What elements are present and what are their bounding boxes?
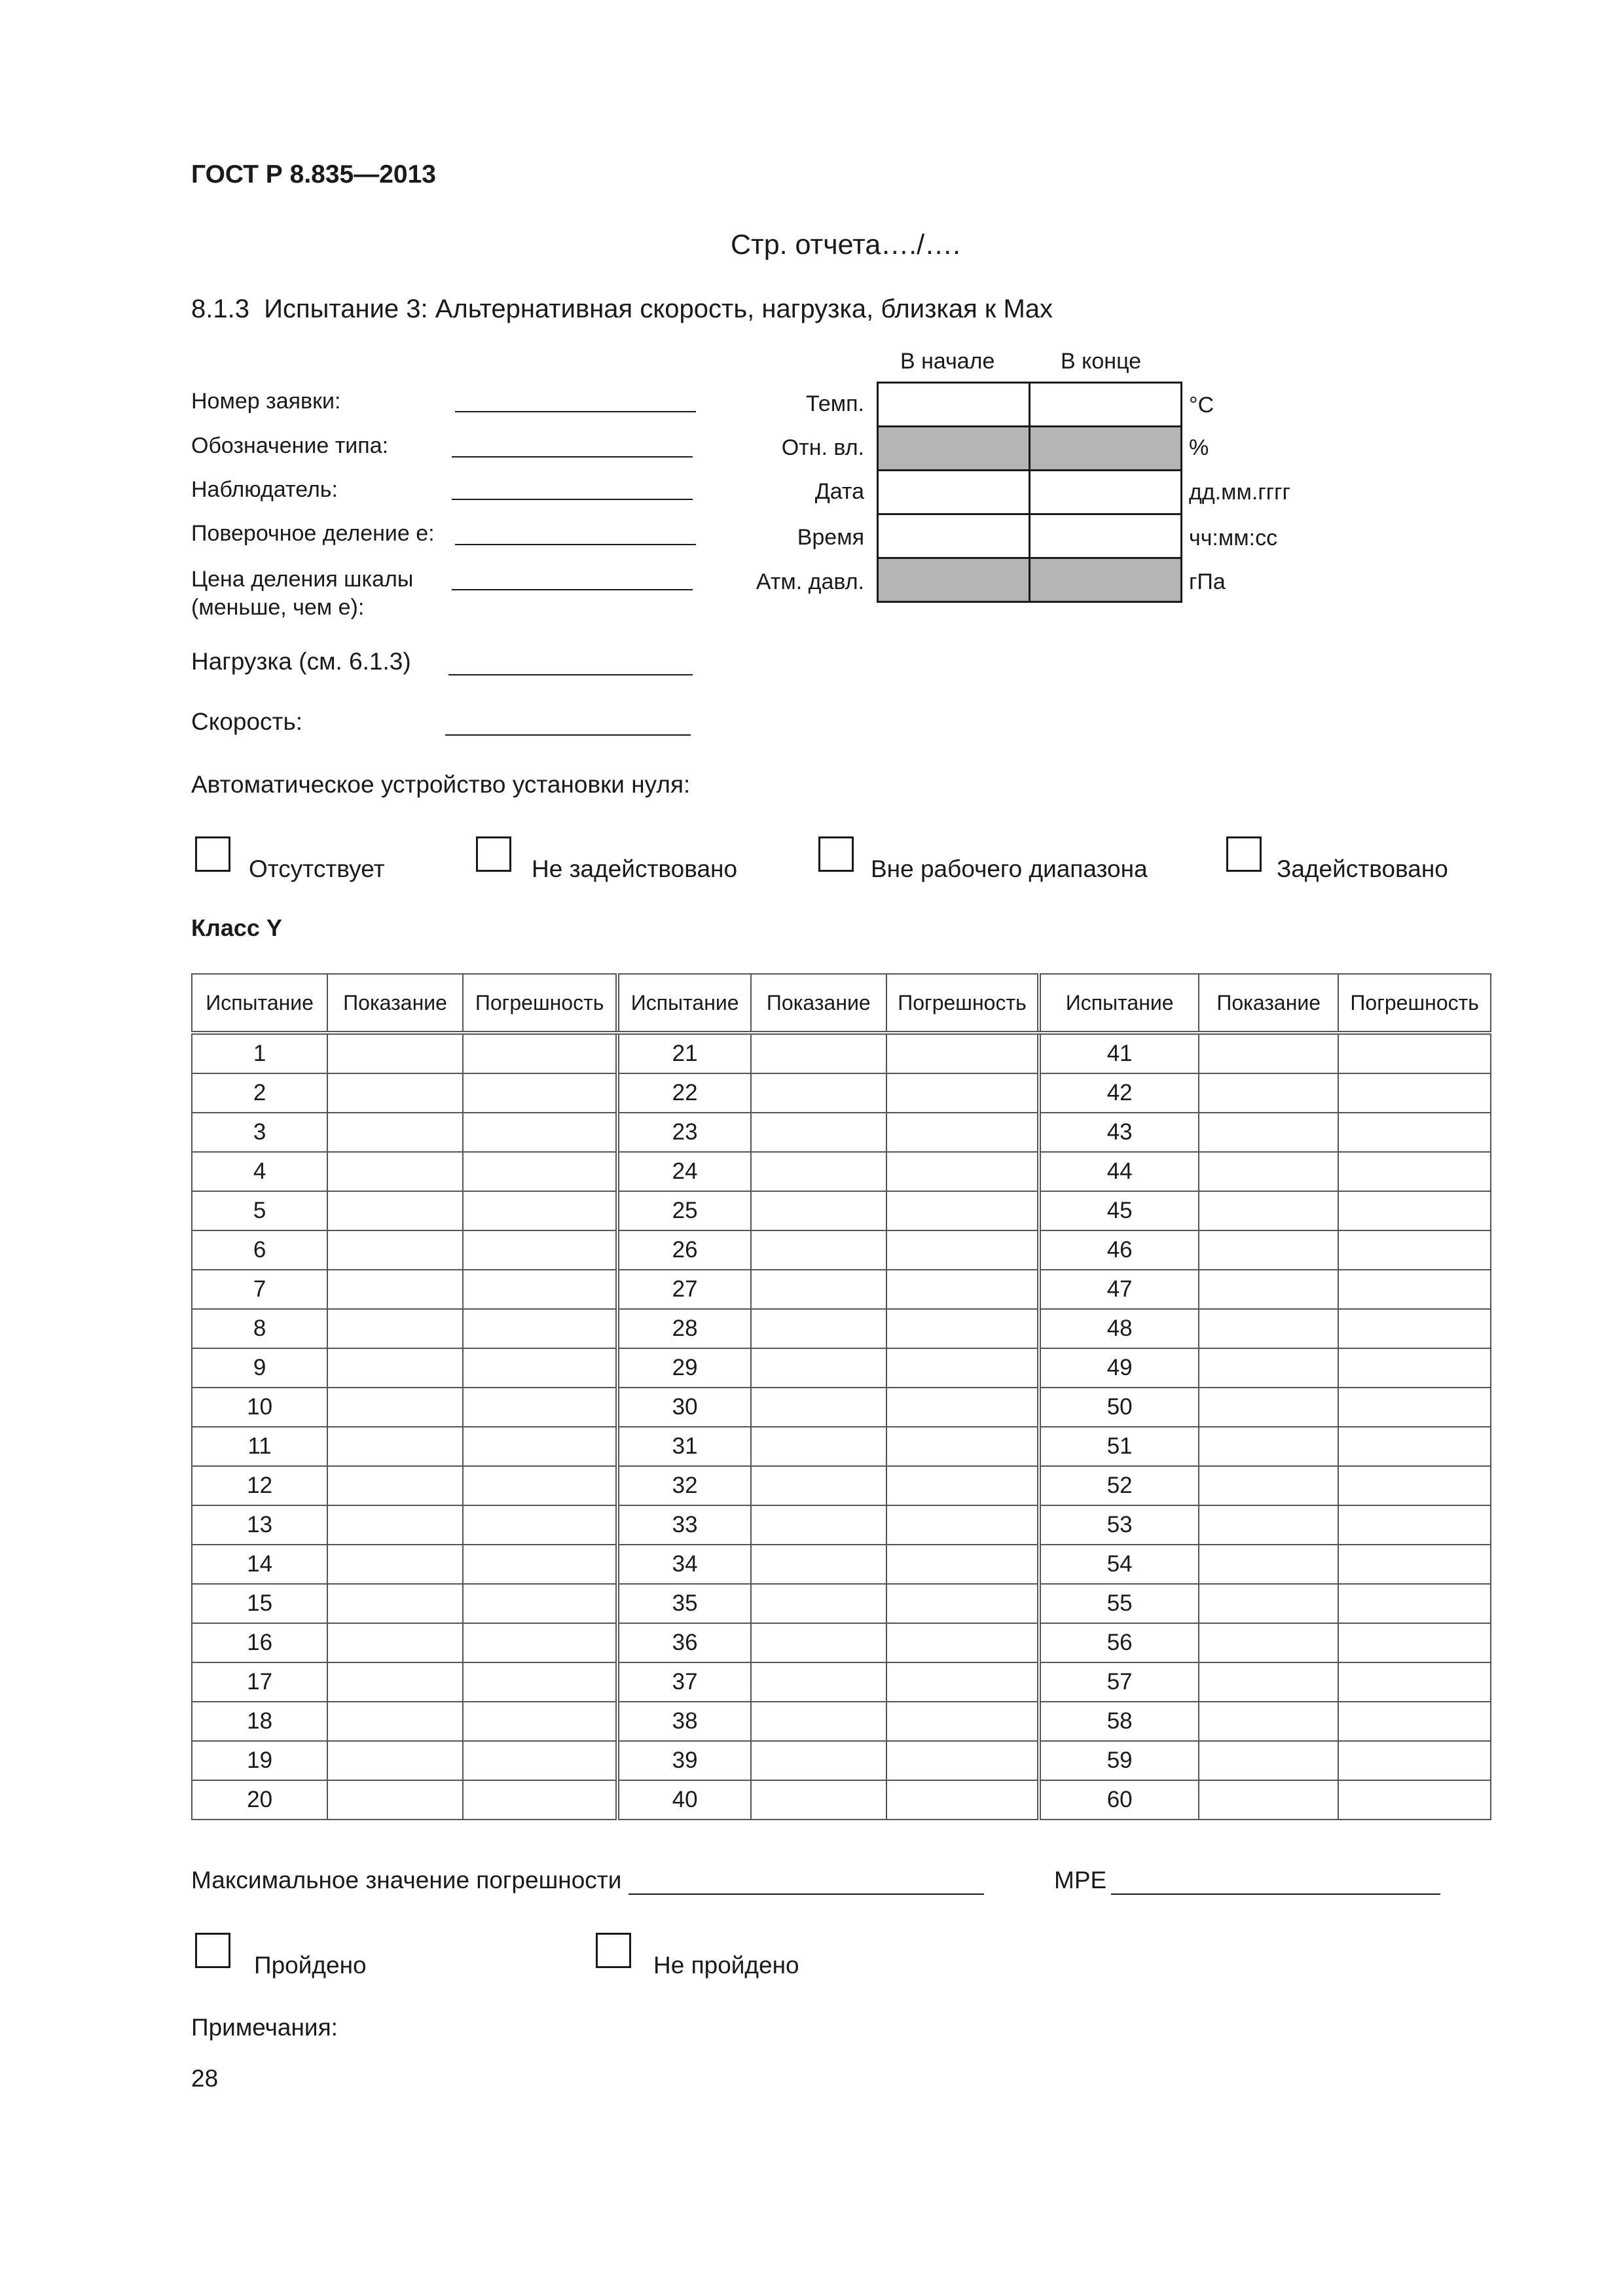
env-unit: дд.мм.гггг xyxy=(1189,480,1290,505)
field-label-scale-division: Цена деления шкалы (меньше, чем e): xyxy=(191,567,414,620)
error-cell[interactable] xyxy=(886,1466,1040,1505)
reading-cell[interactable] xyxy=(751,1466,886,1505)
reading-cell[interactable] xyxy=(327,1505,463,1545)
reading-cell[interactable] xyxy=(1199,1584,1338,1623)
test-number-cell: 50 xyxy=(1039,1388,1199,1427)
test-number-cell: 16 xyxy=(192,1623,327,1662)
reading-cell[interactable] xyxy=(327,1427,463,1466)
test-number-cell: 21 xyxy=(617,1033,751,1073)
field-line-observer[interactable] xyxy=(452,499,693,500)
error-cell[interactable] xyxy=(1338,1191,1491,1230)
table-row xyxy=(192,1780,1491,1820)
table-row xyxy=(192,1427,1491,1466)
speed-label: Скорость: xyxy=(191,708,303,735)
field-label-observer: Наблюдатель: xyxy=(191,477,338,502)
reading-cell[interactable] xyxy=(1199,1309,1338,1348)
table-row xyxy=(192,1505,1491,1545)
test-number-cell: 10 xyxy=(192,1388,327,1427)
header-reading: Показание xyxy=(751,974,886,1033)
test-number-cell: 45 xyxy=(1039,1191,1199,1230)
test-number-cell: 11 xyxy=(192,1427,327,1466)
reading-cell[interactable] xyxy=(751,1702,886,1741)
reading-cell[interactable] xyxy=(1199,1780,1338,1820)
section-title xyxy=(191,295,1053,324)
test-number-cell: 17 xyxy=(192,1662,327,1702)
reading-cell[interactable] xyxy=(751,1780,886,1820)
table-row xyxy=(192,1113,1491,1152)
checkbox-passed[interactable] xyxy=(195,1933,230,1968)
reading-cell[interactable] xyxy=(327,1780,463,1820)
test-number-cell: 25 xyxy=(617,1191,751,1230)
test-number-cell: 28 xyxy=(617,1309,751,1348)
table-row xyxy=(192,1348,1491,1388)
test-number-cell: 43 xyxy=(1039,1113,1199,1152)
reading-cell[interactable] xyxy=(751,1191,886,1230)
test-number-cell: 40 xyxy=(617,1780,751,1820)
env-cell-temp-end[interactable] xyxy=(1030,383,1182,427)
reading-cell[interactable] xyxy=(751,1270,886,1309)
option-absent-label: Отсутствует xyxy=(249,855,385,882)
test-number-cell: 41 xyxy=(1039,1033,1199,1073)
test-number-cell: 58 xyxy=(1039,1702,1199,1741)
header-test: Испытание xyxy=(192,974,327,1033)
test-number-cell: 24 xyxy=(617,1152,751,1191)
env-col-end: В конце xyxy=(1061,349,1142,374)
test-number-cell: 18 xyxy=(192,1702,327,1741)
reading-cell[interactable] xyxy=(751,1545,886,1584)
report-page-ref: Стр. отчета…./…. xyxy=(731,229,961,260)
reading-cell[interactable] xyxy=(751,1662,886,1702)
test-number-cell: 47 xyxy=(1039,1270,1199,1309)
test-number-cell: 6 xyxy=(192,1230,327,1270)
error-cell[interactable] xyxy=(1338,1505,1491,1545)
reading-cell[interactable] xyxy=(1199,1545,1338,1584)
error-cell[interactable] xyxy=(886,1230,1040,1270)
reading-cell[interactable] xyxy=(1199,1230,1338,1270)
test-number-cell: 48 xyxy=(1039,1309,1199,1348)
env-row-label: Отн. вл. xyxy=(781,435,864,460)
test-number-cell: 15 xyxy=(192,1584,327,1623)
env-row-label: Время xyxy=(797,525,864,550)
env-col-start: В начале xyxy=(900,349,995,374)
test-number-cell: 46 xyxy=(1039,1230,1199,1270)
checkbox-failed[interactable] xyxy=(596,1933,631,1968)
error-cell[interactable] xyxy=(463,1309,617,1348)
table-row xyxy=(192,1152,1491,1191)
table-row xyxy=(192,1662,1491,1702)
error-cell[interactable] xyxy=(886,1427,1040,1466)
checkbox-engaged[interactable] xyxy=(1226,836,1262,872)
env-cell-pressure-end xyxy=(1030,558,1182,602)
reading-cell[interactable] xyxy=(751,1505,886,1545)
test-number-cell: 20 xyxy=(192,1780,327,1820)
load-label: Нагрузка (см. 6.1.3) xyxy=(191,648,411,675)
header-reading: Показание xyxy=(327,974,463,1033)
table-row xyxy=(192,1033,1491,1073)
error-cell[interactable] xyxy=(463,1388,617,1427)
env-unit: °C xyxy=(1189,393,1214,418)
reading-cell[interactable] xyxy=(1199,1505,1338,1545)
reading-cell[interactable] xyxy=(327,1466,463,1505)
max-error-label: Максимальное значение погрешности xyxy=(191,1867,622,1893)
test-number-cell: 26 xyxy=(617,1230,751,1270)
error-cell[interactable] xyxy=(463,1348,617,1388)
reading-cell[interactable] xyxy=(1199,1388,1338,1427)
checkbox-not-engaged[interactable] xyxy=(476,836,511,872)
table-row xyxy=(192,1466,1491,1505)
reading-cell[interactable] xyxy=(1199,1152,1338,1191)
error-cell[interactable] xyxy=(463,1427,617,1466)
test-number-cell: 27 xyxy=(617,1270,751,1309)
reading-cell[interactable] xyxy=(751,1388,886,1427)
reading-cell[interactable] xyxy=(327,1113,463,1152)
reading-cell[interactable] xyxy=(327,1033,463,1073)
reading-cell[interactable] xyxy=(1199,1270,1338,1309)
reading-cell[interactable] xyxy=(751,1033,886,1073)
standard-number: ГОСТ Р 8.835—2013 xyxy=(191,160,436,188)
class-label: Класс Y xyxy=(191,914,282,941)
reading-cell[interactable] xyxy=(327,1741,463,1780)
error-cell[interactable] xyxy=(1338,1466,1491,1505)
test-number-cell: 5 xyxy=(192,1191,327,1230)
reading-cell[interactable] xyxy=(327,1230,463,1270)
reading-cell[interactable] xyxy=(327,1702,463,1741)
mpe-label: MPE xyxy=(1054,1867,1107,1893)
test-number-cell: 57 xyxy=(1039,1662,1199,1702)
error-cell[interactable] xyxy=(886,1073,1040,1113)
test-number-cell: 39 xyxy=(617,1741,751,1780)
env-cell-humidity-start xyxy=(878,427,1030,471)
test-number-cell: 13 xyxy=(192,1505,327,1545)
test-number-cell: 54 xyxy=(1039,1545,1199,1584)
test-number-cell: 42 xyxy=(1039,1073,1199,1113)
error-cell[interactable] xyxy=(463,1033,617,1073)
env-cell-date-start[interactable] xyxy=(878,471,1030,514)
test-number-cell: 56 xyxy=(1039,1623,1199,1662)
error-cell[interactable] xyxy=(1338,1427,1491,1466)
header-test: Испытание xyxy=(617,974,751,1033)
test-number-cell: 8 xyxy=(192,1309,327,1348)
error-cell[interactable] xyxy=(463,1741,617,1780)
error-cell[interactable] xyxy=(1338,1662,1491,1702)
error-cell[interactable] xyxy=(886,1191,1040,1230)
env-unit: % xyxy=(1189,435,1209,460)
option-out-of-range-label: Вне рабочего диапазона xyxy=(871,855,1148,882)
error-cell[interactable] xyxy=(463,1230,617,1270)
error-cell[interactable] xyxy=(886,1033,1040,1073)
env-row-label: Атм. давл. xyxy=(756,569,864,594)
reading-cell[interactable] xyxy=(1199,1466,1338,1505)
error-cell[interactable] xyxy=(1338,1348,1491,1388)
reading-cell[interactable] xyxy=(327,1545,463,1584)
speed-line[interactable] xyxy=(445,734,691,736)
error-cell[interactable] xyxy=(1338,1073,1491,1113)
error-cell[interactable] xyxy=(463,1545,617,1584)
error-cell[interactable] xyxy=(463,1780,617,1820)
error-cell[interactable] xyxy=(463,1623,617,1662)
error-cell[interactable] xyxy=(886,1702,1040,1741)
error-cell[interactable] xyxy=(886,1388,1040,1427)
error-cell[interactable] xyxy=(886,1270,1040,1309)
table-row xyxy=(192,1191,1491,1230)
test-number-cell: 32 xyxy=(617,1466,751,1505)
test-number-cell: 30 xyxy=(617,1388,751,1427)
table-row xyxy=(192,1741,1491,1780)
error-cell[interactable] xyxy=(1338,1741,1491,1780)
env-cell-pressure-start xyxy=(878,558,1030,602)
table-row xyxy=(192,1073,1491,1113)
reading-cell[interactable] xyxy=(1199,1113,1338,1152)
header-reading: Показание xyxy=(1199,974,1338,1033)
reading-cell[interactable] xyxy=(327,1388,463,1427)
passed-label: Пройдено xyxy=(254,1952,367,1979)
header-test: Испытание xyxy=(1039,974,1199,1033)
error-cell[interactable] xyxy=(463,1270,617,1309)
error-cell[interactable] xyxy=(1338,1702,1491,1741)
error-cell[interactable] xyxy=(463,1505,617,1545)
error-cell[interactable] xyxy=(886,1741,1040,1780)
test-number-cell: 2 xyxy=(192,1073,327,1113)
test-number-cell: 14 xyxy=(192,1545,327,1584)
env-row-label: Дата xyxy=(814,479,864,504)
reading-cell[interactable] xyxy=(327,1152,463,1191)
error-cell[interactable] xyxy=(463,1702,617,1741)
reading-cell[interactable] xyxy=(327,1662,463,1702)
test-number-cell: 55 xyxy=(1039,1584,1199,1623)
error-cell[interactable] xyxy=(886,1348,1040,1388)
section-number: 8.1.3 xyxy=(191,295,249,323)
error-cell[interactable] xyxy=(463,1152,617,1191)
test-number-cell: 29 xyxy=(617,1348,751,1388)
field-label-type: Обозначение типа: xyxy=(191,433,389,458)
error-cell[interactable] xyxy=(1338,1113,1491,1152)
error-cell[interactable] xyxy=(886,1113,1040,1152)
reading-cell[interactable] xyxy=(327,1623,463,1662)
error-cell[interactable] xyxy=(886,1309,1040,1348)
page-number: 28 xyxy=(191,2065,219,2092)
error-cell[interactable] xyxy=(1338,1270,1491,1309)
reading-cell[interactable] xyxy=(751,1113,886,1152)
option-engaged-label: Задействовано xyxy=(1277,855,1448,882)
max-error-line[interactable] xyxy=(629,1893,984,1895)
error-cell[interactable] xyxy=(1338,1152,1491,1191)
table-row xyxy=(192,1388,1491,1427)
reading-cell[interactable] xyxy=(751,1073,886,1113)
env-cell-time-end[interactable] xyxy=(1030,514,1182,558)
test-number-cell: 9 xyxy=(192,1348,327,1388)
test-number-cell: 35 xyxy=(617,1584,751,1623)
test-number-cell: 23 xyxy=(617,1113,751,1152)
table-row xyxy=(192,1230,1491,1270)
env-cell-temp-start[interactable] xyxy=(878,383,1030,427)
error-cell[interactable] xyxy=(886,1623,1040,1662)
error-cell[interactable] xyxy=(1338,1545,1491,1584)
notes-label: Примечания: xyxy=(191,2014,338,2041)
reading-cell[interactable] xyxy=(1199,1741,1338,1780)
env-row-label: Темп. xyxy=(805,391,864,416)
checkbox-out-of-range[interactable] xyxy=(818,836,854,872)
reading-cell[interactable] xyxy=(1199,1073,1338,1113)
reading-cell[interactable] xyxy=(751,1584,886,1623)
test-number-cell: 49 xyxy=(1039,1348,1199,1388)
reading-cell[interactable] xyxy=(751,1427,886,1466)
env-cell-time-start[interactable] xyxy=(878,514,1030,558)
error-cell[interactable] xyxy=(1338,1230,1491,1270)
environment-grid xyxy=(877,382,1182,603)
test-number-cell: 3 xyxy=(192,1113,327,1152)
reading-cell[interactable] xyxy=(751,1230,886,1270)
reading-cell[interactable] xyxy=(327,1191,463,1230)
reading-cell[interactable] xyxy=(327,1309,463,1348)
test-number-cell: 59 xyxy=(1039,1741,1199,1780)
error-cell[interactable] xyxy=(886,1662,1040,1702)
error-cell[interactable] xyxy=(1338,1309,1491,1348)
error-cell[interactable] xyxy=(463,1113,617,1152)
test-number-cell: 36 xyxy=(617,1623,751,1662)
header-error: Погрешность xyxy=(1338,974,1491,1033)
test-number-cell: 60 xyxy=(1039,1780,1199,1820)
header-error: Погрешность xyxy=(886,974,1040,1033)
reading-cell[interactable] xyxy=(327,1584,463,1623)
section-title-text: Испытание 3: Альтернативная скорость, нагрузка, близкая к Max xyxy=(264,295,1053,323)
table-row xyxy=(192,1545,1491,1584)
reading-cell[interactable] xyxy=(1199,1348,1338,1388)
field-line-scale-division[interactable] xyxy=(452,589,693,590)
error-cell[interactable] xyxy=(886,1584,1040,1623)
error-cell[interactable] xyxy=(1338,1780,1491,1820)
env-cell-humidity-end xyxy=(1030,427,1182,471)
zero-device-label: Автоматическое устройство установки нуля: xyxy=(191,771,691,798)
test-number-cell: 44 xyxy=(1039,1152,1199,1191)
reading-cell[interactable] xyxy=(1199,1623,1338,1662)
load-line[interactable] xyxy=(448,674,693,675)
field-line-verification-division[interactable] xyxy=(455,544,696,545)
table-row xyxy=(192,1270,1491,1309)
reading-cell[interactable] xyxy=(327,1348,463,1388)
option-not-engaged-label: Не задействовано xyxy=(532,855,738,882)
test-number-cell: 38 xyxy=(617,1702,751,1741)
env-cell-date-end[interactable] xyxy=(1030,471,1182,514)
reading-cell[interactable] xyxy=(751,1741,886,1780)
field-line-application[interactable] xyxy=(455,411,696,412)
reading-cell[interactable] xyxy=(751,1152,886,1191)
mpe-line[interactable] xyxy=(1111,1893,1440,1895)
reading-cell[interactable] xyxy=(327,1073,463,1113)
test-number-cell: 1 xyxy=(192,1033,327,1073)
test-number-cell: 37 xyxy=(617,1662,751,1702)
test-number-cell: 51 xyxy=(1039,1427,1199,1466)
table-row xyxy=(192,1702,1491,1741)
table-row xyxy=(192,1623,1491,1662)
error-cell[interactable] xyxy=(886,1780,1040,1820)
error-cell[interactable] xyxy=(886,1505,1040,1545)
env-unit: чч:мм:сс xyxy=(1189,526,1278,550)
reading-cell[interactable] xyxy=(1199,1033,1338,1073)
test-number-cell: 34 xyxy=(617,1545,751,1584)
error-cell[interactable] xyxy=(1338,1388,1491,1427)
error-cell[interactable] xyxy=(463,1191,617,1230)
test-number-cell: 12 xyxy=(192,1466,327,1505)
header-error: Погрешность xyxy=(463,974,617,1033)
reading-cell[interactable] xyxy=(751,1348,886,1388)
reading-cell[interactable] xyxy=(1199,1702,1338,1741)
env-unit: гПа xyxy=(1189,569,1226,594)
reading-cell[interactable] xyxy=(327,1270,463,1309)
reading-cell[interactable] xyxy=(751,1623,886,1662)
error-cell[interactable] xyxy=(1338,1623,1491,1662)
checkbox-absent[interactable] xyxy=(195,836,230,872)
error-cell[interactable] xyxy=(463,1073,617,1113)
test-number-cell: 33 xyxy=(617,1505,751,1545)
reading-cell[interactable] xyxy=(1199,1191,1338,1230)
error-cell[interactable] xyxy=(463,1466,617,1505)
field-line-type[interactable] xyxy=(452,456,693,457)
field-label-application: Номер заявки: xyxy=(191,389,341,414)
reading-cell[interactable] xyxy=(751,1309,886,1348)
test-number-cell: 7 xyxy=(192,1270,327,1309)
reading-cell[interactable] xyxy=(1199,1427,1338,1466)
error-cell[interactable] xyxy=(463,1584,617,1623)
test-number-cell: 4 xyxy=(192,1152,327,1191)
test-number-cell: 52 xyxy=(1039,1466,1199,1505)
field-label-verification-division: Поверочное деление e: xyxy=(191,521,435,546)
error-cell[interactable] xyxy=(463,1662,617,1702)
reading-cell[interactable] xyxy=(1199,1662,1338,1702)
test-number-cell: 31 xyxy=(617,1427,751,1466)
table-row xyxy=(192,1309,1491,1348)
table-row xyxy=(192,1584,1491,1623)
test-number-cell: 19 xyxy=(192,1741,327,1780)
error-cell[interactable] xyxy=(886,1152,1040,1191)
failed-label: Не пройдено xyxy=(653,1952,799,1979)
test-number-cell: 22 xyxy=(617,1073,751,1113)
results-table xyxy=(191,973,1491,1820)
test-number-cell: 53 xyxy=(1039,1505,1199,1545)
error-cell[interactable] xyxy=(886,1545,1040,1584)
error-cell[interactable] xyxy=(1338,1033,1491,1073)
error-cell[interactable] xyxy=(1338,1584,1491,1623)
